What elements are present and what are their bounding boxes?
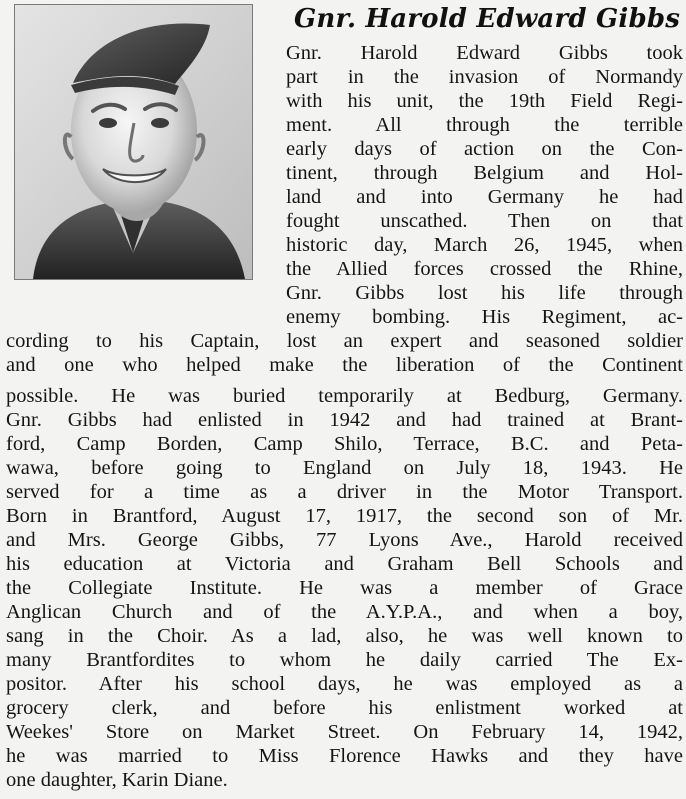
article-line: land and into Germany he had [286,186,683,208]
article-line: tinent, through Belgium and Hol- [286,162,683,184]
article-line: he was married to Miss Florence Hawks and they have [6,745,683,767]
article-line: sang in the Choir. As a lad, also, he was well known to [6,625,683,647]
article-line: many Brantfordites to whom he daily carried The Ex- [6,649,683,671]
article-line: Born in Brantford, August 17, 1917, the second son of Mr. [6,505,683,527]
article-line: Gnr. Gibbs lost his life through [286,282,683,304]
article-line: his education at Victoria and Graham Bell Schools and [6,553,683,575]
article-line: fought unscathed. Then on that [286,210,683,232]
soldier-portrait-photo [14,4,253,280]
article-line: wawa, before going to England on July 18, 1943. He [6,457,683,479]
article-line: Anglican Church and of the A.Y.P.A., and when a boy, [6,601,683,623]
article-line: the Collegiate Institute. He was a member of Grace [6,577,683,599]
article-line: and Mrs. George Gibbs, 77 Lyons Ave., Harold received [6,529,683,551]
article-line: and one who helped make the liberation of the Continent [6,354,683,376]
article-line: cording to his Captain, lost an expert and seasoned soldier [6,330,683,352]
page-title: Gnr. Harold Edward Gibbs [293,4,681,34]
article-line: grocery clerk, and before his enlistment worked at [6,697,683,719]
article-line: served for a time as a driver in the Motor Transport. [6,481,683,503]
article-line: early days of action on the Con- [286,138,683,160]
article-line: Gnr. Harold Edward Gibbs took [286,42,683,64]
article-line: enemy bombing. His Regiment, ac- [286,306,683,328]
article-line: with his unit, the 19th Field Regi- [286,90,683,112]
article-line: positor. After his school days, he was employed as a [6,673,683,695]
article-last-line: one daughter, Karin Diane. [6,769,228,791]
article-line: ford, Camp Borden, Camp Shilo, Terrace, B.C. and Peta- [6,433,683,455]
article-line: historic day, March 26, 1945, when [286,234,683,256]
article-line: ment. All through the terrible [286,114,683,136]
article-line: Weekes' Store on Market Street. On February 14, 1942, [6,721,683,743]
article-line: the Allied forces crossed the Rhine, [286,258,683,280]
article-line: possible. He was buried temporarily at Bedburg, Germany. [6,385,683,407]
article-line: part in the invasion of Normandy [286,66,683,88]
soldier-portrait-icon [15,5,252,279]
article-line: Gnr. Gibbs had enlisted in 1942 and had trained at Brant- [6,409,683,431]
